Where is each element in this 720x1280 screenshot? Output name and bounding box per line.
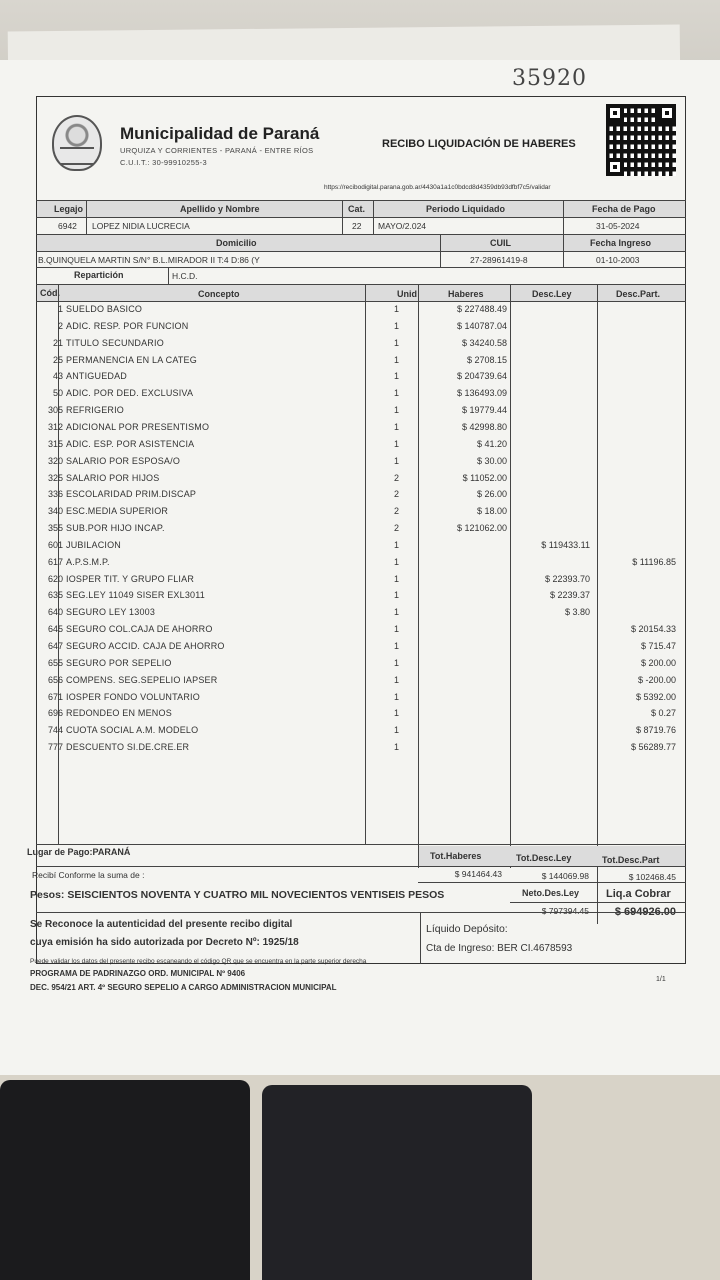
- table-row: [0, 656, 720, 673]
- cell-cod: 1: [57, 304, 63, 314]
- table-row: [0, 487, 720, 504]
- cell-concepto: SEGURO COL.CAJA DE AHORRO: [66, 624, 213, 635]
- table-row: [0, 723, 720, 740]
- neto-value: $ 797394.45: [541, 906, 589, 916]
- cell-desc-part: $ 11196.85: [632, 556, 676, 567]
- cell-concepto: COMPENS. SEG.SEPELIO IAPSER: [66, 674, 218, 685]
- cell-cod: 656: [47, 674, 63, 685]
- tot-desc-part-value: $ 102468.45: [628, 872, 676, 882]
- desc-ley-header: Desc.Ley: [532, 289, 572, 299]
- auth-line-2: cuya emisión ha sido autorizada por Decreto Nº: 1925/18: [30, 937, 299, 948]
- cell-haberes: $ 19779.44: [461, 405, 507, 416]
- cell-unid: 1: [394, 641, 400, 651]
- cell-haberes: $ 204739.64: [456, 371, 507, 382]
- cell-cod: 696: [47, 708, 63, 719]
- cell-cod: 25: [52, 354, 63, 365]
- cell-desc-part: $ 715.47: [640, 641, 676, 651]
- cell-cod: 2: [57, 320, 63, 331]
- cell-haberes: $ 140787.04: [456, 320, 507, 331]
- programa-note: PROGRAMA DE PADRINAZGO ORD. MUNICIPAL Nº 9406: [30, 969, 246, 978]
- cuil-value: 27-28961419-8: [470, 255, 528, 265]
- municipality-address: URQUIZA Y CORRIENTES - PARANÁ - ENTRE RÍOS: [120, 146, 314, 155]
- cell-concepto: DESCUENTO SI.DE.CRE.ER: [66, 742, 190, 753]
- lugar-pago-label: [27, 847, 130, 857]
- cell-cod: 320: [47, 455, 63, 466]
- cell-cod: 671: [47, 691, 63, 702]
- cell-desc-part: $ 200.00: [640, 657, 676, 668]
- page-number: 1/1: [656, 976, 666, 983]
- table-row: [0, 690, 720, 707]
- cell-concepto: REFRIGERIO: [66, 405, 125, 416]
- cell-concepto: IOSPER TIT. Y GRUPO FLIAR: [66, 573, 195, 584]
- validation-url[interactable]: https://recibodigital.parana.gob.ar/4430a1a1c0bdcd8d4359db93dfbf7c5/validar: [324, 184, 551, 191]
- cell-concepto: ADICIONAL POR PRESENTISMO: [66, 421, 210, 432]
- tot-haberes-label: Tot.Haberes: [430, 851, 482, 861]
- cell-cod: 325: [47, 472, 63, 483]
- table-row: [0, 740, 720, 757]
- floor: [0, 1075, 720, 1280]
- table-row: [0, 504, 720, 521]
- cell-cod: 50: [52, 388, 63, 399]
- reparticion-label: Repartición: [74, 270, 124, 280]
- municipality-title: Municipalidad de Paraná: [120, 124, 320, 143]
- cell-cod: 312: [47, 421, 63, 432]
- cat-label: Cat.: [348, 204, 366, 214]
- receipt-title: RECIBO LIQUIDACIÓN DE HABERES: [382, 138, 576, 150]
- cell-cod: 640: [47, 607, 63, 618]
- table-row: [0, 336, 720, 353]
- cell-unid: 1: [394, 573, 400, 584]
- cell-unid: 1: [394, 607, 400, 618]
- cell-concepto: ANTIGUEDAD: [66, 371, 128, 382]
- cell-desc-part: $ 0.27: [650, 708, 676, 719]
- shoe-left: [0, 1080, 250, 1280]
- domicilio-label: Domicilio: [216, 238, 257, 248]
- table-row: [0, 639, 720, 656]
- cell-desc-part: $ 8719.76: [635, 725, 676, 736]
- cell-unid: 1: [394, 725, 400, 736]
- periodo-label: Periodo Liquidado: [426, 204, 505, 214]
- neto-label: Neto.Des.Ley: [522, 888, 580, 898]
- table-row: [0, 521, 720, 538]
- cell-concepto: A.P.S.M.P.: [66, 556, 110, 567]
- cell-unid: 1: [394, 674, 400, 685]
- cell-unid: 1: [394, 691, 400, 702]
- fecha-ingreso-value: 01-10-2003: [596, 255, 640, 265]
- cell-concepto: SUB.POR HIJO INCAP.: [66, 523, 165, 534]
- cell-haberes: $ 18.00: [476, 506, 507, 517]
- fecha-pago-value: 31-05-2024: [596, 221, 640, 231]
- cta-ingreso: Cta de Ingreso: BER CI.4678593: [426, 943, 573, 954]
- table-row: [0, 605, 720, 622]
- cell-concepto: REDONDEO EN MENOS: [66, 708, 172, 719]
- cell-concepto: SEGURO LEY 13003: [66, 607, 156, 618]
- cell-haberes: $ 30.00: [476, 455, 507, 466]
- cell-concepto: TITULO SECUNDARIO: [66, 337, 164, 348]
- legajo-label: Legajo: [54, 204, 84, 214]
- cell-cod: 617: [47, 556, 63, 567]
- domicilio-value: B.QUINQUELA MARTIN S/N° B.L.MIRADOR II T:4 D:86 (Y: [38, 255, 260, 265]
- municipality-cuit: C.U.I.T.: 30-99910255-3: [120, 158, 207, 167]
- cell-unid: 1: [394, 405, 400, 416]
- cell-desc-ley: $ 22393.70: [544, 573, 590, 584]
- cell-concepto: SEG.LEY 11049 SISER EXL3011: [66, 590, 205, 601]
- desc-part-header: Desc.Part.: [616, 289, 661, 299]
- cell-unid: 1: [394, 742, 400, 753]
- concepto-header: Concepto: [198, 289, 240, 299]
- cell-concepto: ADIC. RESP. POR FUNCION: [66, 320, 189, 331]
- liq-label: Liq.a Cobrar: [606, 888, 671, 900]
- cell-unid: 1: [394, 708, 400, 719]
- cell-unid: 2: [394, 472, 400, 483]
- cell-cod: 21: [52, 337, 63, 348]
- tot-desc-ley-value: $ 144069.98: [541, 871, 589, 881]
- table-row: [0, 420, 720, 437]
- cell-cod: 336: [47, 489, 63, 500]
- cell-cod: 355: [47, 523, 63, 534]
- table-row: [0, 437, 720, 454]
- cell-concepto: IOSPER FONDO VOLUNTARIO: [66, 691, 200, 702]
- cell-unid: 1: [394, 556, 400, 567]
- cell-unid: 1: [394, 371, 400, 382]
- cell-haberes: $ 26.00: [476, 489, 507, 500]
- table-row: [0, 706, 720, 723]
- cell-cod: 645: [47, 624, 63, 635]
- periodo-value: MAYO/2.024: [378, 221, 427, 231]
- cell-desc-part: $ 5392.00: [635, 691, 676, 702]
- cell-concepto: CUOTA SOCIAL A.M. MODELO: [66, 725, 199, 736]
- cell-unid: 1: [394, 304, 400, 314]
- cell-haberes: $ 42998.80: [461, 421, 507, 432]
- cell-concepto: SUELDO BASICO: [66, 304, 143, 314]
- fecha-pago-label: Fecha de Pago: [592, 204, 656, 214]
- table-row: [0, 302, 720, 319]
- nombre-value: LOPEZ NIDIA LUCRECIA: [92, 221, 190, 231]
- cod-header: Cód.: [40, 288, 60, 298]
- cell-haberes: $ 136493.09: [456, 388, 507, 399]
- table-row: [0, 572, 720, 589]
- cell-concepto: ADIC. ESP. POR ASISTENCIA: [66, 438, 195, 449]
- lugar-pago-value: PARANÁ: [92, 847, 131, 857]
- cell-concepto: ADIC. POR DED. EXCLUSIVA: [66, 388, 194, 399]
- cell-desc-part: $ -200.00: [637, 674, 676, 685]
- table-row: [0, 386, 720, 403]
- cell-concepto: PERMANENCIA EN LA CATEG: [66, 354, 197, 365]
- cell-desc-ley: $ 119433.11: [541, 539, 590, 550]
- cell-unid: 1: [394, 438, 400, 449]
- cell-unid: 1: [394, 354, 400, 365]
- apellido-label: Apellido y Nombre: [180, 204, 260, 214]
- shoe-right: [262, 1085, 532, 1280]
- cell-desc-ley: $ 3.80: [564, 607, 590, 618]
- cell-cod: 340: [47, 506, 63, 517]
- cell-unid: 1: [394, 337, 400, 348]
- cell-unid: 2: [394, 523, 400, 534]
- auth-line-1: Se Reconoce la autenticidad del presente recibo digital: [30, 919, 293, 930]
- tot-desc-part-label: Tot.Desc.Part: [602, 855, 660, 865]
- cell-unid: 2: [394, 506, 400, 517]
- tot-desc-ley-label: Tot.Desc.Ley: [516, 853, 572, 863]
- table-row: [0, 319, 720, 336]
- table-row: [0, 353, 720, 370]
- cell-concepto: ESC.MEDIA SUPERIOR: [66, 506, 169, 517]
- cell-cod: 620: [47, 573, 63, 584]
- qr-code-icon[interactable]: [606, 104, 676, 176]
- table-row: [0, 471, 720, 488]
- pesos-text: Pesos: SEISCIENTOS NOVENTA Y CUATRO MIL NOVECIENTOS VENTISEIS PESOS: [30, 889, 445, 901]
- cell-unid: 1: [394, 388, 400, 399]
- cell-unid: 1: [394, 624, 400, 635]
- tot-haberes-value: $ 941464.43: [454, 869, 502, 879]
- haberes-header: Haberes: [448, 289, 484, 299]
- unid-header: Unid: [397, 289, 417, 299]
- cell-concepto: SEGURO ACCID. CAJA DE AHORRO: [66, 641, 225, 651]
- cell-concepto: JUBILACION: [66, 539, 122, 550]
- cell-unid: 1: [394, 320, 400, 331]
- cell-cod: 777: [47, 742, 63, 753]
- cell-haberes: $ 11052.00: [462, 472, 507, 483]
- cell-desc-part: $ 56289.77: [630, 742, 676, 753]
- cell-desc-part: $ 20154.33: [630, 624, 676, 635]
- cell-haberes: $ 34240.58: [461, 337, 507, 348]
- qr-note: Puede validar los datos del presente recibo escaneando el código QR que se encuentra en la parte superior derecha: [30, 958, 367, 965]
- cell-haberes: $ 121062.00: [456, 523, 507, 534]
- liq-value: $ 694926.00: [614, 906, 676, 918]
- cell-cod: 43: [52, 371, 63, 382]
- cell-cod: 305: [47, 405, 63, 416]
- cell-unid: 1: [394, 590, 400, 601]
- table-row: [0, 369, 720, 386]
- cell-unid: 1: [394, 539, 400, 550]
- table-row: [0, 555, 720, 572]
- fecha-ingreso-label: Fecha Ingreso: [590, 238, 652, 248]
- cell-cod: 655: [47, 657, 63, 668]
- dec-note: DEC. 954/21 ART. 4º SEGURO SEPELIO A CARGO ADMINISTRACION MUNICIPAL: [30, 983, 337, 992]
- lugar-pago-label-text: Lugar de Pago:: [27, 847, 93, 857]
- cell-cod: 744: [47, 725, 63, 736]
- cuil-label: CUIL: [490, 238, 511, 248]
- municipal-seal-icon: [52, 115, 102, 171]
- cell-cod: 635: [47, 590, 63, 601]
- cell-desc-ley: $ 2239.37: [549, 590, 590, 601]
- cell-unid: 1: [394, 455, 400, 466]
- cell-concepto: ESCOLARIDAD PRIM.DISCAP: [66, 489, 197, 500]
- table-row: [0, 403, 720, 420]
- table-row: [0, 673, 720, 690]
- table-row: [0, 538, 720, 555]
- cell-concepto: SALARIO POR ESPOSA/O: [66, 455, 181, 466]
- liquido-label: Líquido Depósito:: [426, 923, 508, 935]
- table-row: [0, 454, 720, 471]
- cell-cod: 601: [47, 539, 63, 550]
- cat-value: 22: [352, 221, 362, 231]
- cell-unid: 1: [394, 421, 400, 432]
- cell-concepto: SEGURO POR SEPELIO: [66, 657, 172, 668]
- cell-concepto: SALARIO POR HIJOS: [66, 472, 160, 483]
- cell-haberes: $ 2708.15: [466, 354, 507, 365]
- table-row: [0, 622, 720, 639]
- table-row: [0, 588, 720, 605]
- cell-haberes: $ 41.20: [476, 438, 507, 449]
- cell-unid: 2: [394, 489, 400, 500]
- cell-unid: 1: [394, 657, 400, 668]
- handwritten-number: 35920: [512, 66, 587, 91]
- cell-haberes: $ 227488.49: [456, 304, 507, 314]
- cell-cod: 647: [47, 641, 63, 651]
- recibi-text: Recibí Conforme la suma de :: [32, 870, 145, 880]
- cell-cod: 315: [47, 438, 63, 449]
- reparticion-value: H.C.D.: [172, 271, 198, 281]
- legajo-value: 6942: [58, 221, 77, 231]
